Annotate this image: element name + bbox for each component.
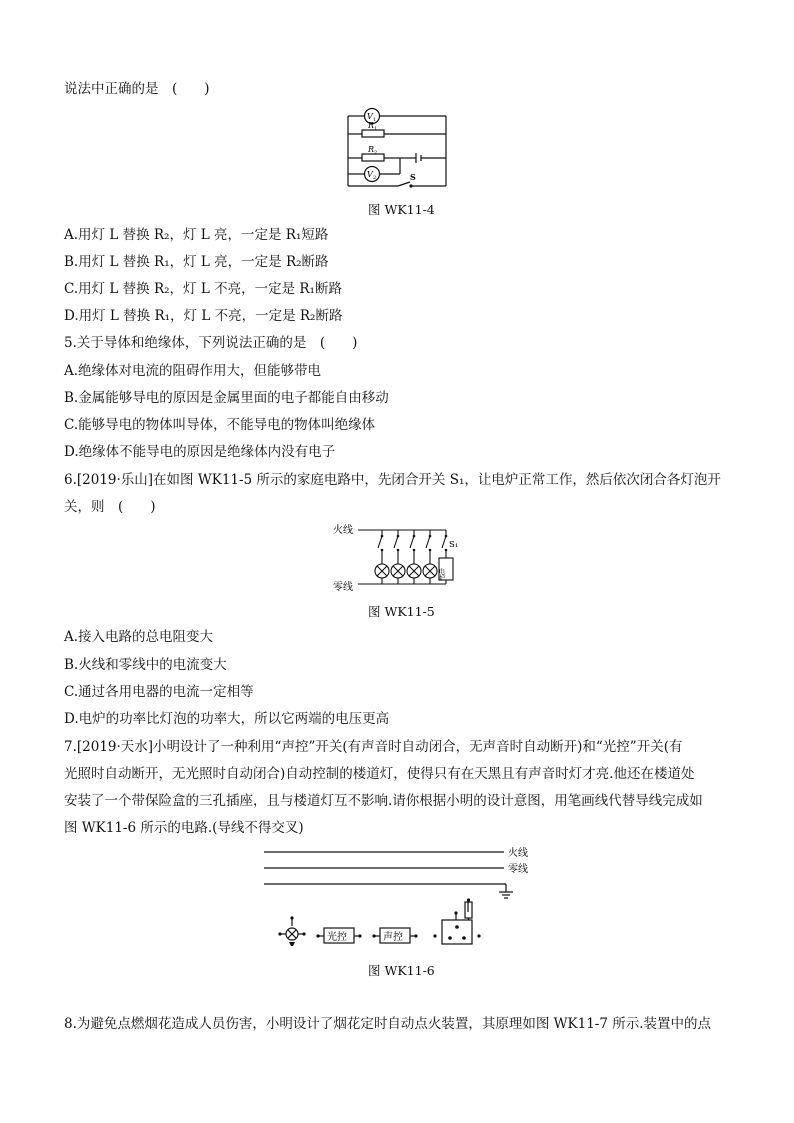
q4-stem: 说法中正确的是 ( ) — [64, 81, 210, 97]
s1-label: S₁ — [449, 540, 459, 550]
q4-option-d: D.用灯 L 替换 R₁，灯 L 不亮，一定是 R₂断路 — [64, 308, 343, 324]
figure-wk11-6 — [262, 842, 542, 952]
q5-option-a: A.绝缘体对电流的阻碍作用大，但能够带电 — [64, 363, 322, 379]
v2-label: V — [367, 170, 373, 179]
q6-stem-line2: 关，则 ( ) — [64, 499, 156, 515]
v1-label: V — [367, 112, 373, 121]
figure-wk11-5-caption: 图 WK11-5 — [368, 604, 435, 619]
switch-s-label: S — [410, 172, 416, 182]
figure-wk11-6-caption: 图 WK11-6 — [368, 963, 435, 978]
r1-label: R — [368, 121, 375, 130]
v1-sub: 1 — [373, 117, 377, 123]
r1-sub: 1 — [374, 126, 378, 132]
r2-label: R — [368, 145, 375, 154]
r2-sub: 2 — [374, 150, 378, 156]
live-wire-label: 火线 — [508, 848, 528, 859]
q5-stem: 5.关于导体和绝缘体，下列说法正确的是 ( ) — [64, 335, 358, 351]
q6-option-a: A.接入电路的总电阻变大 — [64, 629, 214, 645]
q6-option-c: C.通过各用电器的电流一定相等 — [64, 684, 254, 700]
q8-line1: 8.为避免点燃烟花造成人员伤害，小明设计了烟花定时自动点火装置，其原理如图 WK11-7 所示.装置中的点 — [64, 1016, 712, 1032]
q5-option-b: B.金属能够导电的原因是金属里面的电子都能自由移动 — [64, 390, 389, 406]
heater-label: 电炉 — [437, 568, 446, 581]
live-wire-label: 火线 — [333, 525, 353, 536]
figure-wk11-4-caption: 图 WK11-4 — [368, 202, 435, 217]
q7-line4: 图 WK11-6 所示的电路.(导线不得交叉) — [64, 820, 304, 836]
neutral-wire-label: 零线 — [508, 864, 528, 875]
q5-option-c: C.能够导电的物体叫导体，不能导电的物体叫绝缘体 — [64, 417, 376, 433]
q6-stem-line1: 6.[2019·乐山]在如图 WK11-5 所示的家庭电路中，先闭合开关 S₁，让电炉正常工作，然后依次闭合各灯泡开 — [64, 472, 721, 488]
figure-wk11-5 — [330, 520, 470, 592]
q7-line2: 光照时自动断开，无光照时自动闭合)自动控制的楼道灯，使得只有在天黑且有声音时灯才亮.他还在楼道处 — [64, 766, 695, 782]
q4-option-a: A.用灯 L 替换 R₂，灯 L 亮，一定是 R₁短路 — [64, 227, 329, 243]
q4-option-c: C.用灯 L 替换 R₂，灯 L 不亮，一定是 R₁断路 — [64, 281, 342, 297]
q7-line3: 安装了一个带保险盒的三孔插座，且与楼道灯互不影响.请你根据小明的设计意图，用笔画线代替导线完成如 — [64, 793, 703, 809]
q7-line1: 7.[2019·天水]小明设计了一种利用“声控”开关(有声音时自动闭合，无声音时自动断开)和“光控”开关(有 — [64, 739, 683, 755]
lamp-base-icon — [289, 942, 295, 946]
q6-option-d: D.电炉的功率比灯泡的功率大，所以它两端的电压更高 — [64, 711, 390, 727]
v2-sub: 2 — [373, 175, 377, 181]
light-control-label: 光控 — [327, 932, 347, 943]
neutral-wire-label: 零线 — [333, 582, 353, 592]
q4-option-b: B.用灯 L 替换 R₁，灯 L 亮，一定是 R₂断路 — [64, 254, 329, 270]
q6-option-b: B.火线和零线中的电流变大 — [64, 657, 227, 673]
sound-control-label: 声控 — [383, 932, 403, 943]
figure-wk11-4 — [340, 104, 460, 190]
q5-option-d: D.绝缘体不能导电的原因是绝缘体内没有电子 — [64, 444, 336, 460]
